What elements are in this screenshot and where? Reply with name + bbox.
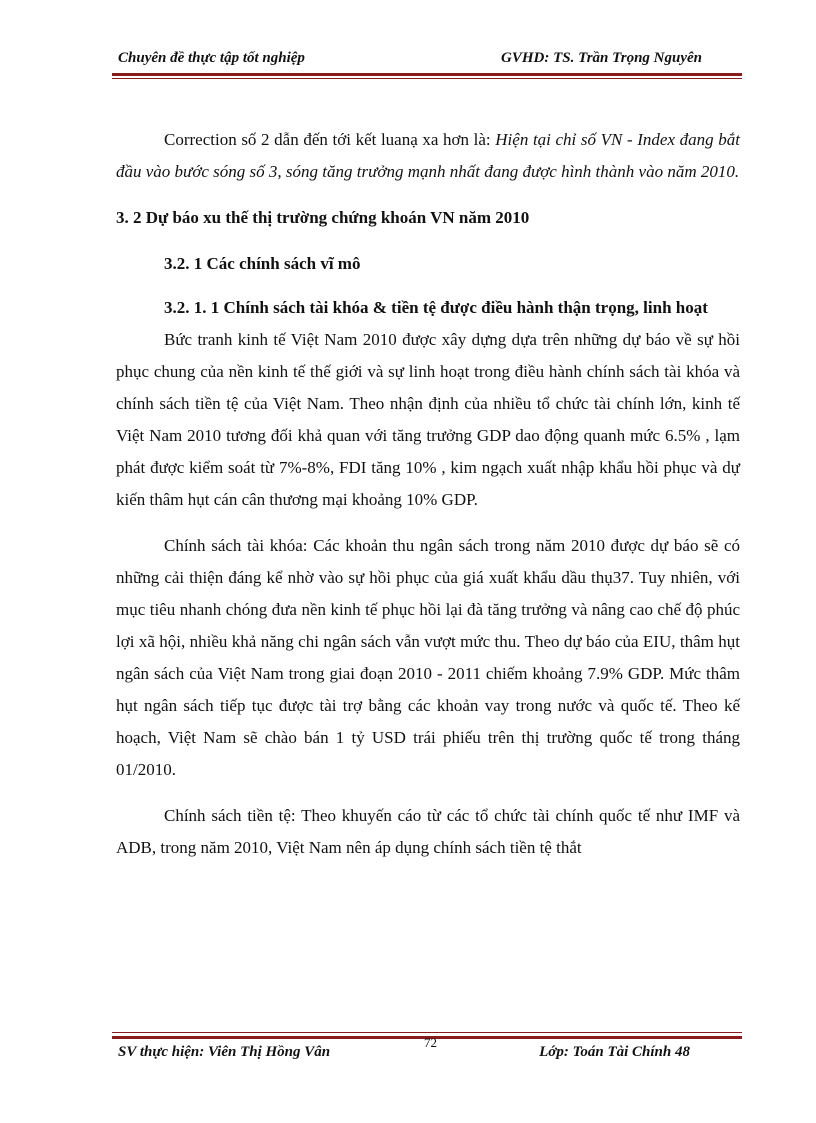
paragraph-correction-text: Correction số 2 dẫn đến tới kết luanạ xa hơn là: <box>164 130 496 149</box>
footer-class: Lớp: Toán Tài Chính 48 <box>539 1044 690 1060</box>
paragraph-monetary-policy: Chính sách tiền tệ: Theo khuyến cáo từ các tổ chức tài chính quốc tế như IMF và ADB, trong năm 2010, Việt Nam nên áp dụng chính sách tiền tệ thắt <box>116 806 740 857</box>
paragraph-correction-conclusion: Hiện tại chỉ số VN - Index đang bắt đầu vào bước sóng số 3, sóng tăng trưởng mạnh nhất đang được hình thành vào năm 2010. <box>116 130 740 181</box>
header-title: Chuyên đề thực tập tốt nghiệp <box>118 50 305 66</box>
paragraph-correction <box>116 124 740 188</box>
paragraph-fiscal-policy: Chính sách tài khóa: Các khoản thu ngân sách trong năm 2010 được dự báo sẽ có những cải thiện đáng kể nhờ vào sự hồi phục của giá xuất khẩu dầu thụ37. Tuy nhiên, với mục tiêu nhanh chóng đưa nền kinh tế phục hồi lại đà tăng trưởng và nâng cao chế độ phúc lợi xã hội, nhiều khả năng chi ngân sách vẫn vượt mức thu. Theo dự báo của EIU, thâm hụt ngân sách của Việt Nam trong giai đoạn 2010 - 2011 chiếm khoảng 7.9% GDP. Mức thâm hụt ngân sách tiếp tục được tài trợ bằng các khoản vay trong nước và quốc tế. Theo kế hoạch, Việt Nam sẽ chào bán 1 tỷ USD trái phiếu trên thị trường quốc tế trong tháng 01/2010. <box>116 536 740 779</box>
page-number: 72 <box>424 1035 437 1050</box>
footer-student: SV thực hiện: Viên Thị Hồng Vân <box>118 1044 331 1060</box>
header-rule-thick <box>112 73 742 76</box>
heading-3-2-1-1: 3.2. 1. 1 Chính sách tài khóa & tiền tệ được điều hành thận trọng, linh hoạt <box>164 298 708 317</box>
header-supervisor: GVHD: TS. Trần Trọng Nguyên <box>501 50 702 66</box>
paragraph-economy-overview: Bức tranh kinh tế Việt Nam 2010 được xây dựng dựa trên những dự báo về sự hồi phục chung của nền kinh tế thế giới và sự linh hoạt trong điều hành chính sách tài khóa và chính sách tiền tệ của Việt Nam. Theo nhận định của nhiều tổ chức tài chính lớn, kinh tế Việt Nam 2010 tương đối khả quan với tăng trưởng GDP dao động quanh mức 6.5% , lạm phát được kiểm soát từ 7%-8%, FDI tăng 10% , kim ngạch xuất nhập khẩu hồi phục và dự kiến thâm hụt cán cân thương mại khoảng 10% GDP. <box>116 330 740 509</box>
heading-3-2-1: 3.2. 1 Các chính sách vĩ mô <box>164 254 361 273</box>
footer-rule-thin <box>112 1032 742 1033</box>
header-rule-thin <box>112 78 742 79</box>
page-header <box>112 48 742 70</box>
page-footer <box>112 1035 742 1064</box>
heading-3-2: 3. 2 Dự báo xu thế thị trường chứng khoán VN năm 2010 <box>116 208 530 227</box>
page-content <box>116 124 740 864</box>
